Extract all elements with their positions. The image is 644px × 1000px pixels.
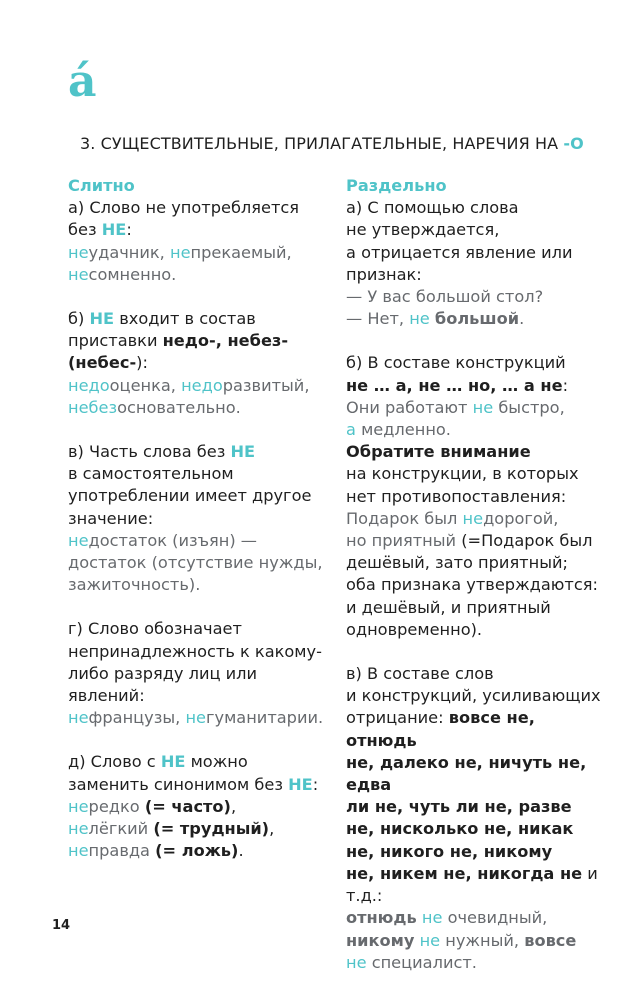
- text: медленно.: [355, 420, 451, 440]
- ne-highlight: НЕ: [101, 220, 127, 240]
- text: б): [68, 309, 90, 329]
- accent-a-logo: [66, 56, 106, 100]
- bold-text: (= трудный): [153, 819, 270, 839]
- prefix: не: [416, 908, 443, 928]
- text: в) Часть слова без: [68, 442, 231, 462]
- rule-line: не, далеко не, ничуть не, едва: [346, 752, 587, 795]
- text: быстро,: [493, 397, 565, 417]
- rule-line: [68, 774, 330, 796]
- text: прекаемый,: [190, 242, 292, 262]
- rule-line: не, никого не, никому: [346, 841, 553, 861]
- prefix: не: [68, 841, 89, 861]
- text: ,: [230, 796, 237, 816]
- text: оценка,: [109, 375, 182, 395]
- example-line: [346, 508, 608, 530]
- bold-text: вовсе не, отнюдь: [346, 708, 535, 750]
- rule-line: [68, 441, 330, 463]
- bold-text: (= ложь): [155, 841, 239, 861]
- bold-text: недо-, небез-: [162, 331, 289, 351]
- example-line: зажиточность).: [68, 575, 201, 595]
- text: — Нет,: [346, 309, 410, 329]
- rule-line: а) Слово не употребляется: [68, 198, 300, 218]
- rule-line: а отрицается явление или: [346, 242, 573, 262]
- prefix: не: [409, 309, 430, 329]
- ne-highlight: НЕ: [89, 309, 115, 329]
- example-line: [346, 952, 608, 974]
- text: Подарок был: [346, 508, 463, 528]
- rule-v-right: [346, 663, 608, 974]
- text: гуманитарии.: [206, 708, 324, 728]
- text: без: [68, 220, 102, 240]
- prefix: небез: [68, 397, 118, 417]
- attention-note: Обратите внимание: [346, 442, 531, 462]
- example-line: [346, 308, 608, 330]
- rule-b-right: [346, 352, 608, 641]
- rule-line: одновременно).: [346, 619, 483, 639]
- rule-line: в) В составе слов: [346, 664, 494, 684]
- heading-suffix: -О: [563, 134, 584, 153]
- bold-text: (= часто): [144, 796, 231, 816]
- prefix: не: [68, 530, 89, 550]
- example-line: [68, 530, 330, 552]
- rule-v-left: [68, 441, 330, 596]
- example-line: [68, 818, 330, 840]
- rule-line: а) С помощью слова: [346, 198, 519, 218]
- text: удачник,: [88, 242, 170, 262]
- text: ):: [136, 353, 148, 373]
- left-column-title: Слитно: [68, 176, 135, 195]
- page-number: 14: [52, 918, 71, 933]
- text: основательно.: [117, 397, 241, 417]
- prefix: не: [68, 264, 89, 284]
- rule-line: ли не, чуть ли не, разве: [346, 797, 572, 817]
- rule-line: нет противопоставления:: [346, 486, 567, 506]
- prefix: не: [169, 242, 191, 262]
- rule-line: непринадлежность к какому-: [68, 641, 322, 661]
- prefix: недо: [181, 375, 223, 395]
- example-line: [68, 840, 330, 862]
- rule-line: признак:: [346, 264, 422, 284]
- rule-line: на конструкции, в которых: [346, 464, 579, 484]
- text: (=Подарок был: [456, 531, 593, 551]
- rule-a-right: [346, 197, 608, 330]
- text: входит в состав: [114, 309, 256, 329]
- example-line: [68, 375, 330, 397]
- right-column: [346, 175, 608, 974]
- rule-line: либо разряду лиц или: [68, 663, 258, 683]
- bold-text: (небес-: [68, 353, 137, 373]
- example-line: достаток (отсутствие нужды,: [68, 553, 323, 573]
- example-line: — У вас большой стол?: [346, 287, 544, 307]
- ne-highlight: НЕ: [160, 752, 186, 772]
- rule-a-left: [68, 197, 330, 286]
- right-column-title: Раздельно: [346, 176, 447, 195]
- left-column: [68, 175, 330, 862]
- bold-text: не … а, не … но, … а не: [346, 375, 563, 395]
- example-line: [346, 907, 608, 929]
- text: .: [519, 309, 525, 329]
- rule-line: [346, 375, 608, 397]
- text: специалист.: [366, 952, 477, 972]
- example-text: но приятный: [346, 531, 457, 551]
- text: развитый,: [222, 375, 310, 395]
- ne-highlight: НЕ: [230, 442, 256, 462]
- prefix: недо: [68, 375, 110, 395]
- example-line: [68, 796, 330, 818]
- prefix: не: [68, 708, 89, 728]
- text: приставки: [68, 331, 163, 351]
- example-line: [68, 264, 330, 286]
- rule-g-left: [68, 618, 330, 729]
- example-line: [68, 242, 330, 264]
- rule-line: [68, 219, 330, 241]
- text: дорогой,: [483, 508, 559, 528]
- text: д) Слово с: [68, 752, 161, 772]
- example-line: [68, 397, 330, 419]
- text: заменить синонимом без: [68, 774, 289, 794]
- rule-line: [346, 707, 608, 751]
- rule-line: и дешёвый, и приятный: [346, 597, 551, 617]
- ne-highlight: НЕ: [288, 774, 313, 794]
- bold-text: не, никем не, никогда не: [346, 863, 583, 883]
- example-text: правда: [88, 841, 156, 861]
- rule-line: употреблении имеет другое: [68, 486, 312, 506]
- text: .: [238, 841, 244, 861]
- rule-line: [68, 308, 330, 330]
- prefix: не: [472, 397, 494, 417]
- text: очевидный,: [442, 908, 548, 928]
- text: отрицание:: [346, 708, 449, 728]
- bold-text: вовсе: [524, 930, 577, 950]
- rule-line: [346, 863, 608, 907]
- rule-b-left: [68, 308, 330, 419]
- example-line: [346, 397, 608, 419]
- text: сомненно.: [88, 264, 177, 284]
- section-heading: [80, 134, 640, 153]
- prefix: а: [346, 420, 356, 440]
- text: ,: [269, 819, 275, 839]
- prefix: не: [68, 796, 89, 816]
- prefix: не: [462, 508, 484, 528]
- rule-line: г) Слово обозначает: [68, 619, 242, 639]
- text: :: [126, 220, 132, 240]
- example-line: [346, 530, 608, 552]
- rule-line: явлений:: [68, 686, 145, 706]
- rule-line: значение:: [68, 508, 154, 528]
- text: и т.д.:: [346, 863, 598, 906]
- text: можно: [185, 752, 248, 772]
- svg-text:á: á: [68, 56, 97, 100]
- prefix: не: [414, 930, 441, 950]
- prefix: не: [185, 708, 206, 728]
- rule-line: не утверждается,: [346, 220, 500, 240]
- text: :: [562, 375, 569, 395]
- rule-line: б) В составе конструкций: [346, 353, 566, 373]
- prefix: не: [68, 819, 89, 839]
- text: :: [312, 774, 319, 794]
- bold-text: большой: [434, 309, 520, 329]
- text: достаток (изъян) —: [88, 530, 257, 550]
- prefix: не: [346, 952, 367, 972]
- rule-d-left: [68, 751, 330, 862]
- rule-line: [68, 751, 330, 773]
- prefix: не: [68, 242, 89, 262]
- rule-line: оба признака утверждаются:: [346, 575, 598, 595]
- rule-line: и конструкций, усиливающих: [346, 686, 601, 706]
- example-text: редко: [88, 796, 145, 816]
- rule-line: [68, 352, 330, 374]
- rule-line: дешёвый, зато приятный;: [346, 553, 568, 573]
- rule-line: [68, 330, 330, 352]
- rule-line: в самостоятельном: [68, 464, 234, 484]
- example-line: [346, 930, 608, 952]
- bold-text: отнюдь: [346, 908, 417, 928]
- example-line: [68, 707, 330, 729]
- text: французы,: [88, 708, 186, 728]
- example-line: [346, 419, 608, 441]
- rule-line: не, нисколько не, никак: [346, 819, 574, 839]
- heading-text: 3. СУЩЕСТВИТЕЛЬНЫЕ, ПРИЛАГАТЕЛЬНЫЕ, НАРЕЧИЯ НА: [80, 134, 564, 153]
- bold-text: никому: [346, 930, 415, 950]
- example-text: лёгкий: [88, 819, 154, 839]
- text: нужный,: [440, 930, 525, 950]
- text: Они работают: [346, 397, 473, 417]
